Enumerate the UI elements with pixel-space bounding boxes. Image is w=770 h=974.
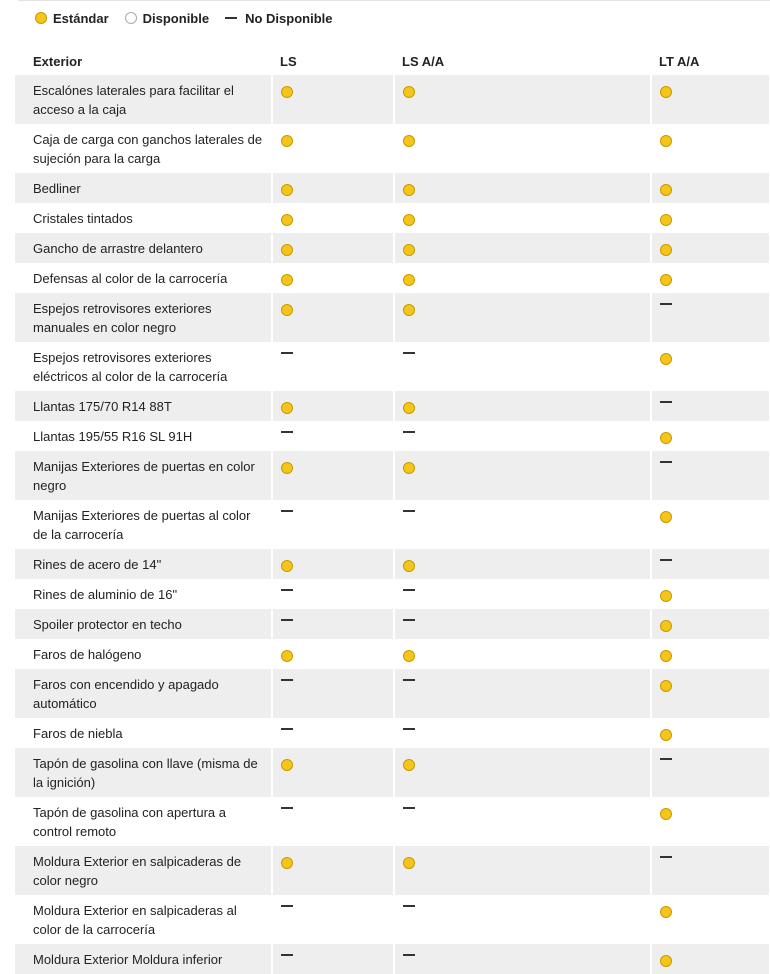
standard-dot-icon bbox=[403, 650, 415, 662]
availability-cell-ls-aa bbox=[394, 639, 651, 669]
unavailable-dash-icon bbox=[660, 559, 672, 561]
standard-dot-icon bbox=[403, 214, 415, 226]
standard-dot-icon bbox=[403, 304, 415, 316]
availability-cell-ls-aa bbox=[394, 233, 651, 263]
unavailable-dash-icon bbox=[281, 728, 293, 730]
table-row bbox=[15, 263, 770, 293]
availability-cell-lt-aa bbox=[651, 421, 770, 451]
standard-dot-icon bbox=[660, 274, 672, 286]
availability-cell-ls-aa bbox=[394, 75, 651, 124]
availability-cell-ls-aa bbox=[394, 451, 651, 500]
availability-cell-lt-aa bbox=[651, 75, 770, 124]
standard-dot-icon bbox=[660, 244, 672, 256]
availability-cell-ls bbox=[272, 263, 394, 293]
availability-cell-ls bbox=[272, 124, 394, 173]
standard-dot-icon bbox=[281, 244, 293, 256]
availability-cell-ls bbox=[272, 718, 394, 748]
availability-cell-lt-aa bbox=[651, 233, 770, 263]
unavailable-dash-icon bbox=[281, 352, 293, 354]
standard-dot-icon bbox=[281, 650, 293, 662]
feature-name: Cristales tintados bbox=[15, 203, 272, 233]
exterior-features-table bbox=[15, 47, 770, 974]
standard-dot-icon bbox=[660, 650, 672, 662]
feature-name: Moldura Exterior en salpicaderas al color de la carrocería bbox=[15, 895, 272, 944]
availability-cell-ls-aa bbox=[394, 203, 651, 233]
availability-cell-lt-aa bbox=[651, 342, 770, 391]
availability-cell-ls-aa bbox=[394, 421, 651, 451]
availability-cell-ls bbox=[272, 500, 394, 549]
availability-cell-lt-aa bbox=[651, 293, 770, 342]
legend bbox=[0, 1, 770, 35]
legend-standard bbox=[35, 11, 109, 26]
standard-dot-icon bbox=[660, 906, 672, 918]
standard-dot-icon bbox=[403, 184, 415, 196]
unavailable-dash-icon bbox=[225, 17, 237, 19]
availability-cell-lt-aa bbox=[651, 944, 770, 974]
availability-cell-ls bbox=[272, 391, 394, 421]
legend-available bbox=[125, 11, 209, 26]
table-header-row bbox=[15, 47, 770, 75]
availability-cell-ls-aa bbox=[394, 342, 651, 391]
standard-dot-icon bbox=[660, 184, 672, 196]
availability-cell-lt-aa bbox=[651, 500, 770, 549]
unavailable-dash-icon bbox=[281, 954, 293, 956]
standard-dot-icon bbox=[660, 511, 672, 523]
availability-cell-ls bbox=[272, 451, 394, 500]
availability-cell-ls-aa bbox=[394, 263, 651, 293]
standard-dot-icon bbox=[281, 274, 293, 286]
feature-name: Moldura Exterior Moldura inferior bbox=[15, 944, 272, 974]
standard-dot-icon bbox=[660, 86, 672, 98]
standard-dot-icon bbox=[281, 86, 293, 98]
availability-cell-ls bbox=[272, 173, 394, 203]
availability-cell-lt-aa bbox=[651, 549, 770, 579]
standard-dot-icon bbox=[281, 759, 293, 771]
feature-name: Espejos retrovisores exteriores manuales en color negro bbox=[15, 293, 272, 342]
feature-name: Faros con encendido y apagado automático bbox=[15, 669, 272, 718]
unavailable-dash-icon bbox=[281, 589, 293, 591]
standard-dot-icon bbox=[35, 12, 47, 24]
standard-dot-icon bbox=[660, 353, 672, 365]
table-row bbox=[15, 718, 770, 748]
standard-dot-icon bbox=[281, 402, 293, 414]
unavailable-dash-icon bbox=[403, 807, 415, 809]
standard-dot-icon bbox=[660, 680, 672, 692]
feature-name: Caja de carga con ganchos laterales de sujeción para la carga bbox=[15, 124, 272, 173]
unavailable-dash-icon bbox=[281, 431, 293, 433]
available-dot-icon bbox=[125, 12, 137, 24]
table-row bbox=[15, 391, 770, 421]
availability-cell-ls bbox=[272, 895, 394, 944]
standard-dot-icon bbox=[403, 274, 415, 286]
availability-cell-ls-aa bbox=[394, 500, 651, 549]
table-row bbox=[15, 669, 770, 718]
standard-dot-icon bbox=[403, 135, 415, 147]
availability-cell-lt-aa bbox=[651, 718, 770, 748]
unavailable-dash-icon bbox=[281, 679, 293, 681]
availability-cell-ls bbox=[272, 549, 394, 579]
availability-cell-lt-aa bbox=[651, 451, 770, 500]
table-row bbox=[15, 748, 770, 797]
availability-cell-lt-aa bbox=[651, 609, 770, 639]
legend-unavailable bbox=[225, 11, 332, 26]
standard-dot-icon bbox=[281, 462, 293, 474]
availability-cell-ls-aa bbox=[394, 391, 651, 421]
availability-cell-ls bbox=[272, 203, 394, 233]
standard-dot-icon bbox=[281, 184, 293, 196]
table-row bbox=[15, 500, 770, 549]
table-row bbox=[15, 173, 770, 203]
unavailable-dash-icon bbox=[403, 728, 415, 730]
standard-dot-icon bbox=[660, 729, 672, 741]
table-row bbox=[15, 75, 770, 124]
standard-dot-icon bbox=[403, 759, 415, 771]
standard-dot-icon bbox=[281, 135, 293, 147]
feature-name: Rines de acero de 14" bbox=[15, 549, 272, 579]
unavailable-dash-icon bbox=[403, 954, 415, 956]
standard-dot-icon bbox=[660, 620, 672, 632]
availability-cell-ls-aa bbox=[394, 846, 651, 895]
availability-cell-ls bbox=[272, 421, 394, 451]
feature-name: Spoiler protector en techo bbox=[15, 609, 272, 639]
feature-name: Gancho de arrastre delantero bbox=[15, 233, 272, 263]
feature-name: Defensas al color de la carrocería bbox=[15, 263, 272, 293]
feature-name: Rines de aluminio de 16" bbox=[15, 579, 272, 609]
feature-name: Moldura Exterior en salpicaderas de color negro bbox=[15, 846, 272, 895]
feature-name: Faros de niebla bbox=[15, 718, 272, 748]
availability-cell-ls-aa bbox=[394, 609, 651, 639]
table-row bbox=[15, 639, 770, 669]
standard-dot-icon bbox=[403, 244, 415, 256]
unavailable-dash-icon bbox=[403, 619, 415, 621]
feature-name: Tapón de gasolina con llave (misma de la ignición) bbox=[15, 748, 272, 797]
table-row bbox=[15, 233, 770, 263]
feature-name: Faros de halógeno bbox=[15, 639, 272, 669]
standard-dot-icon bbox=[403, 402, 415, 414]
availability-cell-lt-aa bbox=[651, 391, 770, 421]
feature-name: Llantas 195/55 R16 SL 91H bbox=[15, 421, 272, 451]
table-row bbox=[15, 579, 770, 609]
availability-cell-ls-aa bbox=[394, 579, 651, 609]
standard-dot-icon bbox=[281, 560, 293, 572]
standard-dot-icon bbox=[281, 304, 293, 316]
table-row bbox=[15, 549, 770, 579]
feature-name: Escalónes laterales para facilitar el acceso a la caja bbox=[15, 75, 272, 124]
availability-cell-ls bbox=[272, 609, 394, 639]
unavailable-dash-icon bbox=[660, 758, 672, 760]
table-row bbox=[15, 846, 770, 895]
availability-cell-ls bbox=[272, 669, 394, 718]
feature-name: Tapón de gasolina con apertura a control remoto bbox=[15, 797, 272, 846]
availability-cell-lt-aa bbox=[651, 669, 770, 718]
availability-cell-lt-aa bbox=[651, 173, 770, 203]
standard-dot-icon bbox=[281, 857, 293, 869]
availability-cell-ls bbox=[272, 75, 394, 124]
unavailable-dash-icon bbox=[403, 510, 415, 512]
standard-dot-icon bbox=[660, 432, 672, 444]
availability-cell-ls-aa bbox=[394, 748, 651, 797]
standard-dot-icon bbox=[403, 462, 415, 474]
table-row bbox=[15, 451, 770, 500]
table-row bbox=[15, 124, 770, 173]
table-row bbox=[15, 293, 770, 342]
unavailable-dash-icon bbox=[281, 905, 293, 907]
availability-cell-ls-aa bbox=[394, 797, 651, 846]
feature-name: Manijas Exteriores de puertas en color negro bbox=[15, 451, 272, 500]
standard-dot-icon bbox=[660, 955, 672, 967]
standard-dot-icon bbox=[403, 857, 415, 869]
standard-dot-icon bbox=[403, 560, 415, 572]
feature-name: Llantas 175/70 R14 88T bbox=[15, 391, 272, 421]
availability-cell-lt-aa bbox=[651, 748, 770, 797]
table-row bbox=[15, 342, 770, 391]
availability-cell-ls-aa bbox=[394, 669, 651, 718]
availability-cell-ls-aa bbox=[394, 718, 651, 748]
availability-cell-ls bbox=[272, 846, 394, 895]
availability-cell-lt-aa bbox=[651, 797, 770, 846]
availability-cell-ls-aa bbox=[394, 549, 651, 579]
unavailable-dash-icon bbox=[660, 856, 672, 858]
availability-cell-lt-aa bbox=[651, 579, 770, 609]
unavailable-dash-icon bbox=[403, 431, 415, 433]
standard-dot-icon bbox=[660, 590, 672, 602]
column-header-ls-aa: LS A/A bbox=[402, 53, 445, 69]
legend-standard-label: Estándar bbox=[53, 10, 109, 26]
availability-cell-lt-aa bbox=[651, 639, 770, 669]
availability-cell-ls bbox=[272, 944, 394, 974]
unavailable-dash-icon bbox=[403, 679, 415, 681]
column-header-exterior: Exterior bbox=[33, 53, 83, 69]
unavailable-dash-icon bbox=[403, 589, 415, 591]
standard-dot-icon bbox=[403, 86, 415, 98]
column-header-ls: LS bbox=[280, 53, 297, 69]
availability-cell-ls bbox=[272, 748, 394, 797]
availability-cell-ls-aa bbox=[394, 124, 651, 173]
table-row bbox=[15, 895, 770, 944]
legend-unavailable-label: No Disponible bbox=[245, 10, 333, 26]
unavailable-dash-icon bbox=[403, 905, 415, 907]
availability-cell-ls bbox=[272, 233, 394, 263]
unavailable-dash-icon bbox=[281, 807, 293, 809]
feature-name: Espejos retrovisores exteriores eléctricos al color de la carrocería bbox=[15, 342, 272, 391]
unavailable-dash-icon bbox=[281, 510, 293, 512]
availability-cell-ls-aa bbox=[394, 173, 651, 203]
standard-dot-icon bbox=[281, 214, 293, 226]
availability-cell-lt-aa bbox=[651, 203, 770, 233]
column-header-lt-aa: LT A/A bbox=[659, 53, 700, 69]
availability-cell-lt-aa bbox=[651, 263, 770, 293]
availability-cell-ls bbox=[272, 342, 394, 391]
availability-cell-lt-aa bbox=[651, 846, 770, 895]
availability-cell-ls bbox=[272, 797, 394, 846]
table-row bbox=[15, 797, 770, 846]
availability-cell-ls-aa bbox=[394, 293, 651, 342]
availability-cell-lt-aa bbox=[651, 124, 770, 173]
availability-cell-ls bbox=[272, 639, 394, 669]
availability-cell-ls-aa bbox=[394, 895, 651, 944]
feature-name: Manijas Exteriores de puertas al color de la carrocería bbox=[15, 500, 272, 549]
unavailable-dash-icon bbox=[281, 619, 293, 621]
table-row bbox=[15, 421, 770, 451]
standard-dot-icon bbox=[660, 135, 672, 147]
table-row bbox=[15, 609, 770, 639]
unavailable-dash-icon bbox=[660, 401, 672, 403]
availability-cell-lt-aa bbox=[651, 895, 770, 944]
feature-name: Bedliner bbox=[15, 173, 272, 203]
standard-dot-icon bbox=[660, 214, 672, 226]
availability-cell-ls bbox=[272, 293, 394, 342]
table-row bbox=[15, 203, 770, 233]
legend-available-label: Disponible bbox=[142, 10, 210, 26]
unavailable-dash-icon bbox=[660, 461, 672, 463]
availability-cell-ls-aa bbox=[394, 944, 651, 974]
unavailable-dash-icon bbox=[403, 352, 415, 354]
table-row bbox=[15, 944, 770, 974]
unavailable-dash-icon bbox=[660, 303, 672, 305]
standard-dot-icon bbox=[660, 808, 672, 820]
availability-cell-ls bbox=[272, 579, 394, 609]
